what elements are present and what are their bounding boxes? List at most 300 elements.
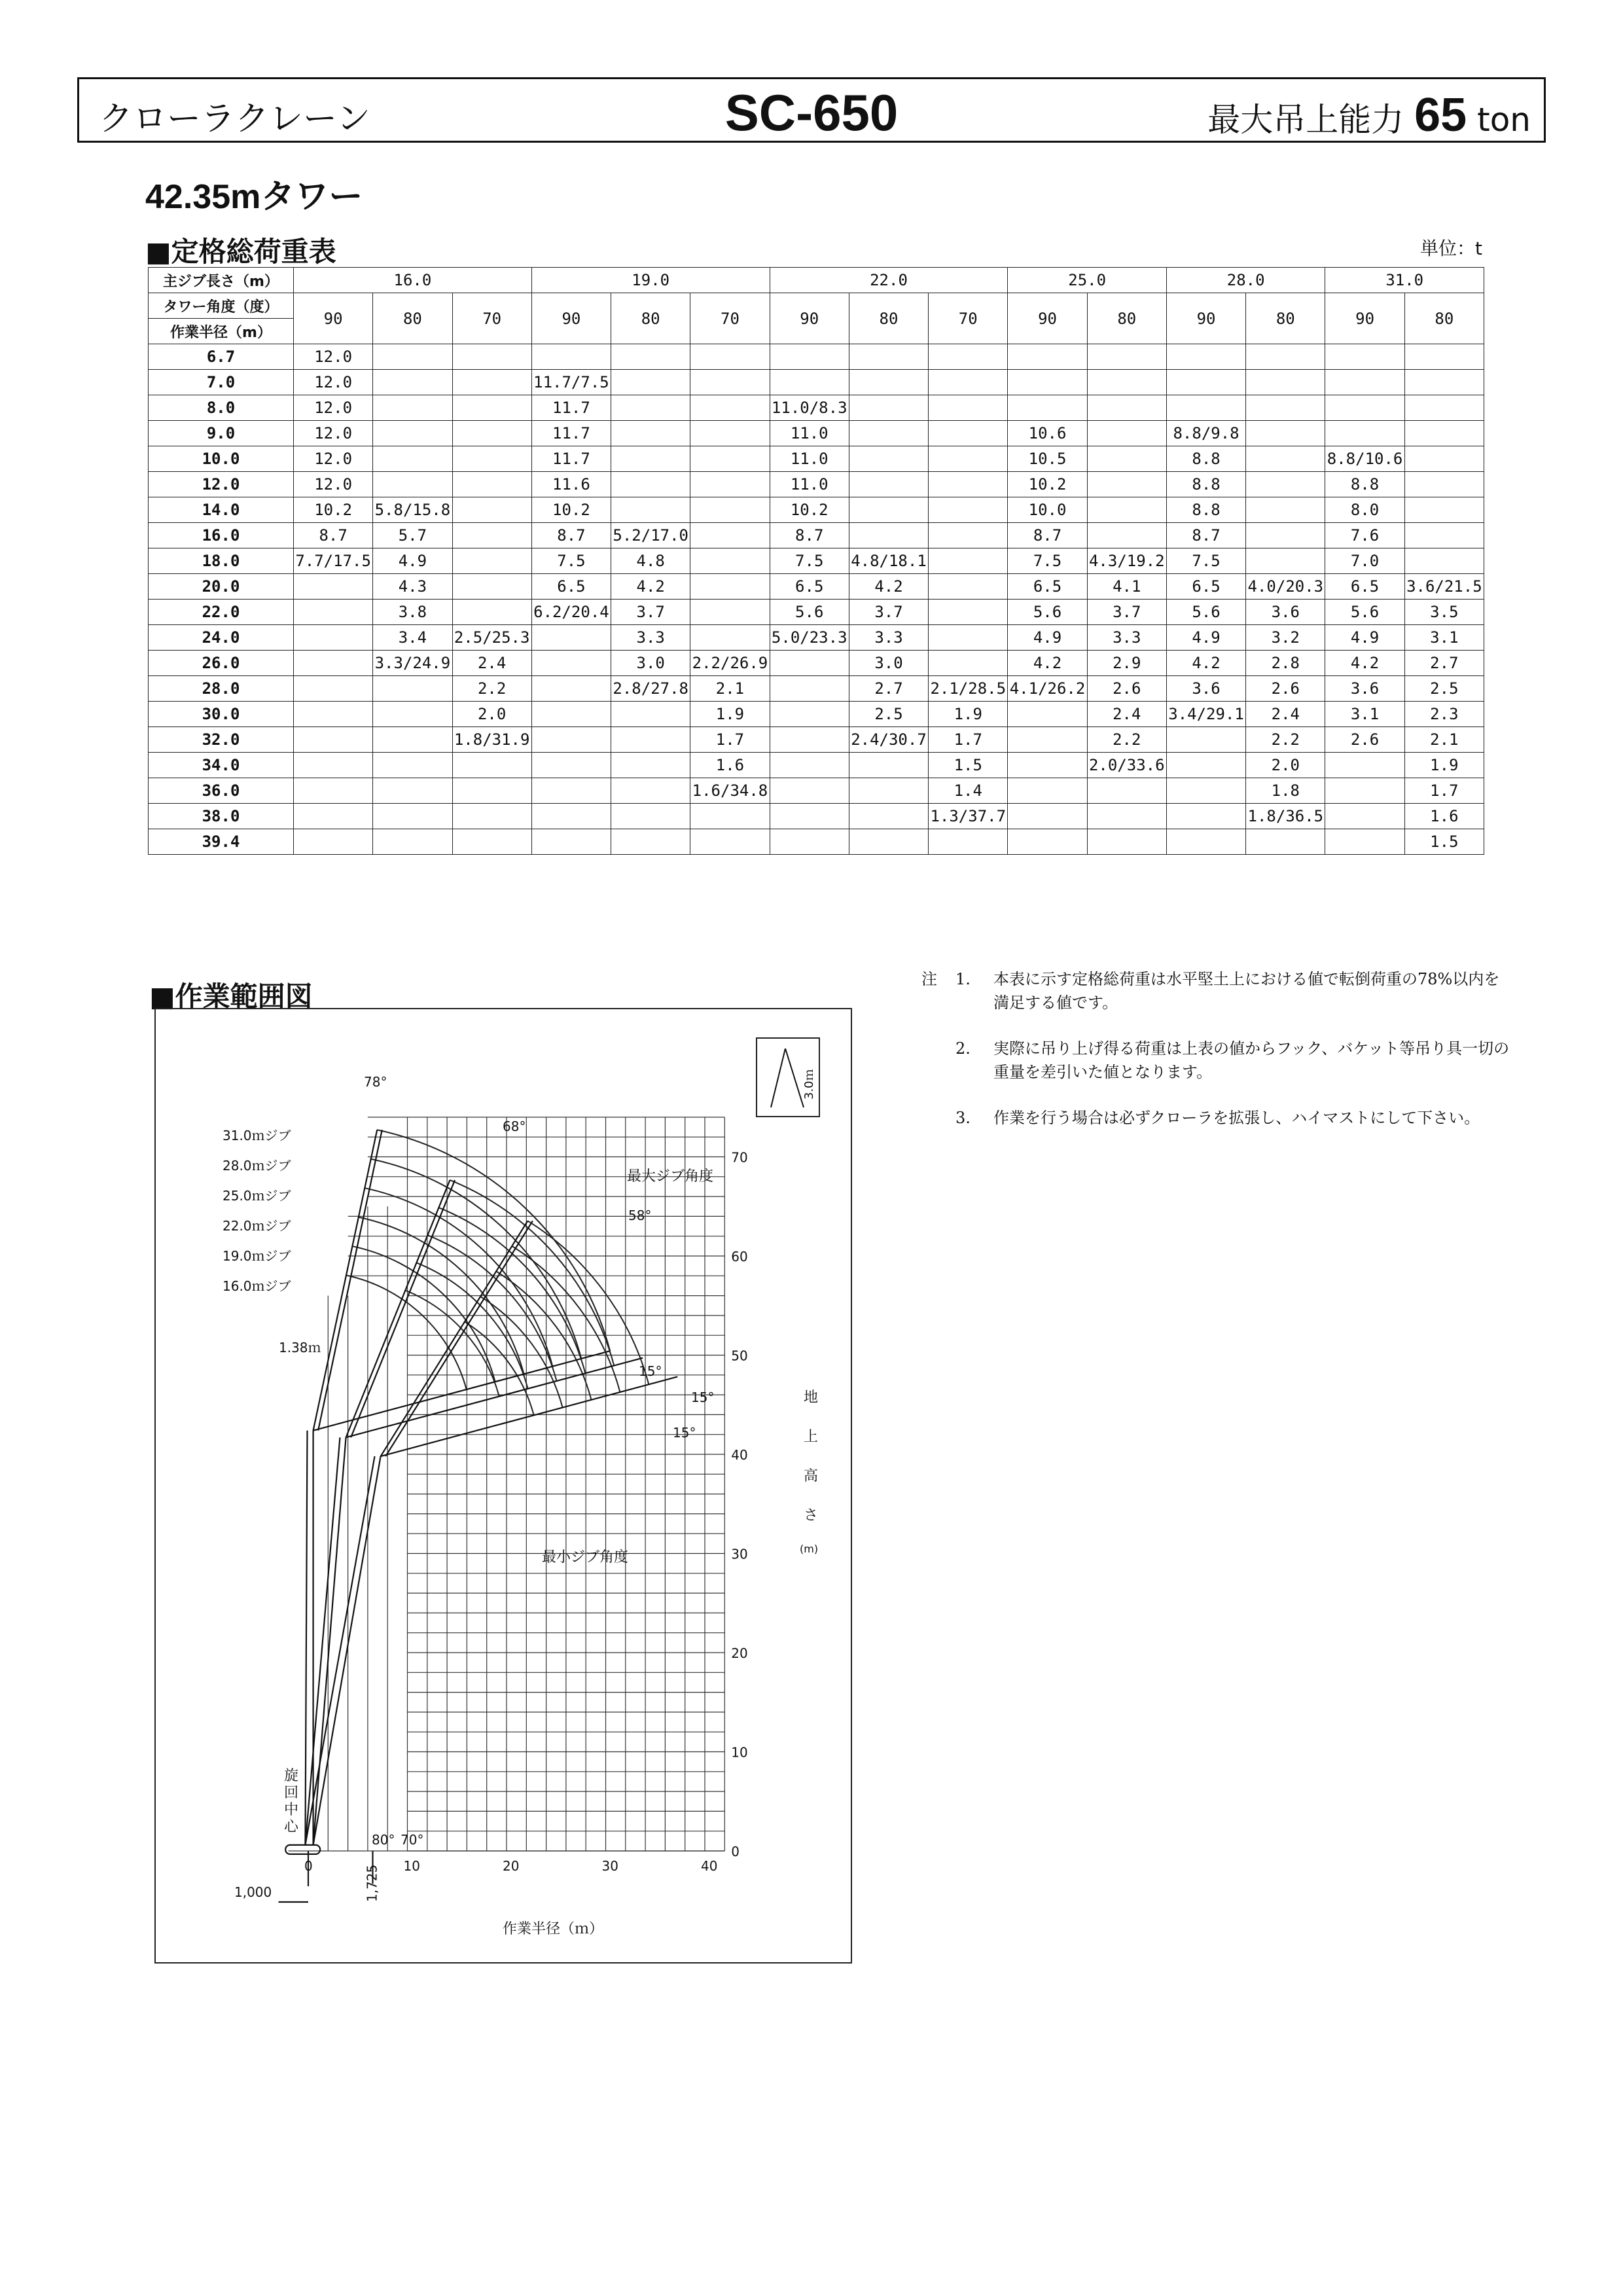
load-cell: [770, 651, 849, 676]
load-cell: 4.9: [1166, 625, 1245, 651]
load-cell: [1325, 753, 1404, 778]
load-cell: 2.3: [1404, 702, 1484, 727]
load-cell: [373, 446, 452, 472]
jib-length-label: 16.0ｍジブ: [223, 1278, 291, 1294]
y-axis-unit: (m): [800, 1543, 819, 1555]
jib-length-header: 28.0: [1166, 268, 1325, 293]
load-cell: [1166, 778, 1245, 804]
load-cell: 1.5: [929, 753, 1008, 778]
load-cell: [1087, 446, 1166, 472]
load-cell: [690, 625, 770, 651]
load-cell: 2.1/28.5: [929, 676, 1008, 702]
load-cell: [373, 421, 452, 446]
radius-cell: 34.0: [149, 753, 294, 778]
angle-label-15: 15°: [639, 1363, 662, 1379]
table-row: [149, 600, 1484, 625]
load-cell: [929, 600, 1008, 625]
load-cell: [294, 574, 373, 600]
angle-label-78: 78°: [364, 1074, 387, 1090]
load-cell: [929, 370, 1008, 395]
load-cell: [373, 727, 452, 753]
load-cell: 4.8/18.1: [849, 548, 928, 574]
load-cell: 5.2/17.0: [611, 523, 690, 548]
load-cell: [929, 446, 1008, 472]
load-cell: 5.6: [1166, 600, 1245, 625]
load-cell: 12.0: [294, 446, 373, 472]
load-cell: 3.0: [849, 651, 928, 676]
angle-label-68: 68°: [503, 1119, 526, 1134]
load-cell: [849, 344, 928, 370]
load-cell: [294, 702, 373, 727]
load-cell: [531, 651, 611, 676]
load-cell: 8.7: [1166, 523, 1245, 548]
tower-angle-label: 80°: [372, 1832, 395, 1848]
load-cell: [1404, 548, 1484, 574]
load-cell: [1325, 370, 1404, 395]
load-cell: 4.2: [611, 574, 690, 600]
load-cell: 7.6: [1325, 523, 1404, 548]
load-cell: 2.0: [452, 702, 531, 727]
load-cell: 10.2: [770, 497, 849, 523]
load-cell: [849, 829, 928, 855]
load-cell: [1246, 472, 1325, 497]
load-cell: [770, 370, 849, 395]
load-cell: [611, 829, 690, 855]
load-cell: 2.4/30.7: [849, 727, 928, 753]
load-cell: [1087, 370, 1166, 395]
load-cell: [770, 727, 849, 753]
load-cell: [690, 472, 770, 497]
load-cell: 2.8/27.8: [611, 676, 690, 702]
load-cell: 7.5: [770, 548, 849, 574]
tower-angle-header: 90: [1325, 293, 1404, 344]
table-row: [149, 727, 1484, 753]
tower-angle-header: 90: [294, 293, 373, 344]
load-cell: [294, 676, 373, 702]
load-cell: 2.7: [1404, 651, 1484, 676]
table-row: [149, 548, 1484, 574]
radius-cell: 28.0: [149, 676, 294, 702]
load-cell: 2.1: [690, 676, 770, 702]
load-cell: [452, 574, 531, 600]
load-cell: [452, 778, 531, 804]
load-cell: [531, 829, 611, 855]
y-axis-title-char: さ: [804, 1507, 819, 1524]
load-cell: 8.0: [1325, 497, 1404, 523]
load-cell: 1.8/31.9: [452, 727, 531, 753]
load-cell: [770, 676, 849, 702]
load-cell: [1008, 829, 1087, 855]
y-tick-label: 10: [731, 1744, 748, 1761]
load-cell: [690, 370, 770, 395]
load-cell: [1246, 829, 1325, 855]
load-cell: 2.5: [1404, 676, 1484, 702]
table-row: [149, 395, 1484, 421]
load-cell: 8.8/10.6: [1325, 446, 1404, 472]
load-cell: [1246, 421, 1325, 446]
load-cell: 4.0/20.3: [1246, 574, 1325, 600]
load-cell: [849, 446, 928, 472]
load-cell: [690, 829, 770, 855]
tower-angle-header: 80: [1087, 293, 1166, 344]
jib-length-header: 31.0: [1325, 268, 1484, 293]
load-cell: 6.5: [770, 574, 849, 600]
load-cell: 12.0: [294, 421, 373, 446]
load-cell: [373, 753, 452, 778]
x-tick-label: 30: [601, 1858, 618, 1874]
load-cell: 2.7: [849, 676, 928, 702]
row-label-radius: 作業半径（m）: [149, 319, 294, 344]
radius-cell: 38.0: [149, 804, 294, 829]
load-cell: [1087, 523, 1166, 548]
load-cell: [1166, 753, 1245, 778]
load-cell: [1246, 446, 1325, 472]
y-tick-label: 20: [731, 1645, 748, 1661]
load-cell: [531, 344, 611, 370]
load-cell: 11.7: [531, 395, 611, 421]
table-row: [149, 497, 1484, 523]
load-cell: [690, 497, 770, 523]
load-cell: [611, 804, 690, 829]
load-cell: 5.7: [373, 523, 452, 548]
tower-angle-header: 80: [611, 293, 690, 344]
jib-length-label: 19.0ｍジブ: [223, 1248, 291, 1264]
load-cell: [452, 421, 531, 446]
table-row: [149, 829, 1484, 855]
load-cell: [373, 804, 452, 829]
load-cell: 3.3/24.9: [373, 651, 452, 676]
note-1-text: 本表に示す定格総荷重は水平堅土上における値で転倒荷重の78%以内を満足する値です。: [993, 970, 1500, 1012]
load-cell: [1008, 778, 1087, 804]
load-cell: 6.5: [531, 574, 611, 600]
load-cell: 2.9: [1087, 651, 1166, 676]
load-cell: 2.4: [1087, 702, 1166, 727]
load-cell: [1166, 370, 1245, 395]
load-cell: [849, 804, 928, 829]
load-cell: [1404, 472, 1484, 497]
load-cell: 2.8: [1246, 651, 1325, 676]
table-row: [149, 676, 1484, 702]
tower-title: 42.35mタワー: [145, 178, 363, 216]
load-cell: [1087, 344, 1166, 370]
max-jib-angle-label: 最大ジブ角度: [627, 1168, 714, 1185]
load-cell: 11.0/8.3: [770, 395, 849, 421]
tower-line: [305, 1437, 340, 1845]
load-cell: [1008, 395, 1087, 421]
tower-line: [305, 1431, 307, 1845]
load-cell: [849, 497, 928, 523]
tower-angle-header: 80: [849, 293, 928, 344]
load-cell: [452, 804, 531, 829]
tower-angle-label: 70°: [401, 1832, 424, 1848]
load-cell: [1087, 829, 1166, 855]
tower-angle-header: 80: [1246, 293, 1325, 344]
dim-label-1725: 1,725: [364, 1864, 380, 1902]
y-tick-label: 0: [731, 1844, 740, 1859]
x-tick-label: 0: [304, 1858, 313, 1874]
load-cell: [452, 523, 531, 548]
load-cell: 5.6: [770, 600, 849, 625]
load-cell: 4.1/26.2: [1008, 676, 1087, 702]
dim-label-138: 1.38ｍ: [279, 1340, 321, 1355]
load-cell: [929, 523, 1008, 548]
load-cell: 1.6/34.8: [690, 778, 770, 804]
load-cell: [373, 395, 452, 421]
load-cell: [452, 344, 531, 370]
table-row: [149, 702, 1484, 727]
load-cell: [770, 778, 849, 804]
load-cell: 8.7: [1008, 523, 1087, 548]
load-cell: 6.5: [1166, 574, 1245, 600]
load-cell: [770, 804, 849, 829]
load-cell: 4.8: [611, 548, 690, 574]
load-cell: [294, 753, 373, 778]
load-cell: 12.0: [294, 344, 373, 370]
load-cell: 7.5: [1166, 548, 1245, 574]
load-cell: 12.0: [294, 370, 373, 395]
load-cell: [1087, 497, 1166, 523]
load-cell: 11.0: [770, 472, 849, 497]
load-cell: [690, 344, 770, 370]
radius-cell: 32.0: [149, 727, 294, 753]
load-cell: [1404, 370, 1484, 395]
load-cell: 3.0: [611, 651, 690, 676]
load-cell: [373, 676, 452, 702]
crawler-icon: [285, 1845, 320, 1854]
load-cell: 4.2: [1166, 651, 1245, 676]
load-cell: 11.6: [531, 472, 611, 497]
load-cell: [611, 446, 690, 472]
load-cell: [373, 472, 452, 497]
y-axis-title-char: 上: [804, 1429, 819, 1445]
jib-range-arc: [346, 1276, 467, 1390]
tower-angle-header: 90: [1008, 293, 1087, 344]
jib-range-arc: [465, 1321, 534, 1415]
load-cell: 11.7: [531, 421, 611, 446]
note-3-text: 作業を行う場合は必ずクローラを拡張し、ハイマストにして下さい。: [993, 1109, 1480, 1127]
load-cell: [611, 497, 690, 523]
y-tick-label: 40: [731, 1447, 748, 1463]
load-cell: [849, 753, 928, 778]
load-cell: 3.4/29.1: [1166, 702, 1245, 727]
note-3-num: 3.: [955, 1109, 971, 1127]
load-cell: [849, 472, 928, 497]
load-cell: 2.2: [1246, 727, 1325, 753]
capacity-label: 最大吊上能力: [1207, 101, 1404, 139]
jib-length-header: 16.0: [294, 268, 532, 293]
load-cell: [690, 548, 770, 574]
load-cell: [611, 702, 690, 727]
load-cell: 2.0: [1246, 753, 1325, 778]
load-cell: [849, 421, 928, 446]
load-cell: [849, 523, 928, 548]
table-row: [149, 370, 1484, 395]
load-cell: [452, 370, 531, 395]
load-cell: [611, 421, 690, 446]
tower-angle-header: 80: [1404, 293, 1484, 344]
jib-range-arc: [377, 1130, 610, 1351]
load-cell: 10.0: [1008, 497, 1087, 523]
table-row: [149, 778, 1484, 804]
load-cell: [452, 446, 531, 472]
angle-label-15: 15°: [691, 1390, 715, 1405]
load-cell: 3.8: [373, 600, 452, 625]
angle-label-15: 15°: [673, 1425, 696, 1441]
working-range-diagram: [156, 1009, 851, 1962]
load-cell: [452, 753, 531, 778]
load-cell: [929, 497, 1008, 523]
load-cell: [1325, 395, 1404, 421]
diagram-labels: [223, 1038, 819, 1937]
load-cell: [690, 446, 770, 472]
load-cell: 1.3/37.7: [929, 804, 1008, 829]
load-cell: 6.2/20.4: [531, 600, 611, 625]
tower-angle-header: 90: [1166, 293, 1245, 344]
load-cell: [294, 600, 373, 625]
load-cell: 2.2/26.9: [690, 651, 770, 676]
load-cell: 1.4: [929, 778, 1008, 804]
load-cell: [611, 395, 690, 421]
y-tick-label: 70: [731, 1149, 748, 1166]
capacity-unit: ton: [1477, 101, 1531, 139]
load-cell: 4.3: [373, 574, 452, 600]
radius-cell: 22.0: [149, 600, 294, 625]
load-cell: 11.7/7.5: [531, 370, 611, 395]
note-2-text: 実際に吊り上げ得る荷重は上表の値からフック、バケット等吊り具一切の重量を差引いた値となります。: [993, 1039, 1510, 1081]
load-cell: [452, 472, 531, 497]
load-cell: [373, 778, 452, 804]
load-cell: 2.1: [1404, 727, 1484, 753]
load-cell: 4.2: [1325, 651, 1404, 676]
x-tick-label: 10: [403, 1858, 420, 1874]
jib-length-header: 19.0: [531, 268, 770, 293]
load-cell: [849, 370, 928, 395]
load-cell: 3.7: [1087, 600, 1166, 625]
load-cell: [1166, 727, 1245, 753]
diagram-title: ■作業範囲図: [149, 980, 313, 1013]
load-cell: [611, 344, 690, 370]
y-axis-title-char: 高: [804, 1468, 819, 1484]
load-cell: [531, 676, 611, 702]
load-cell: [1404, 421, 1484, 446]
load-cell: [531, 727, 611, 753]
load-cell: 4.9: [1325, 625, 1404, 651]
load-cell: 2.6: [1246, 676, 1325, 702]
crane-legend-icon: [785, 1049, 804, 1107]
note-3: [921, 1106, 1510, 1130]
load-cell: [1166, 395, 1245, 421]
load-cell: 3.3: [849, 625, 928, 651]
load-cell: [690, 395, 770, 421]
dim-label-30: 3.0ｍ: [802, 1069, 816, 1100]
load-cell: 5.6: [1008, 600, 1087, 625]
radius-cell: 9.0: [149, 421, 294, 446]
load-cell: 4.9: [373, 548, 452, 574]
angle-label-58: 58°: [628, 1208, 652, 1223]
load-cell: 2.5: [849, 702, 928, 727]
crane-legend-icon: [771, 1049, 785, 1107]
rotation-center-label: 旋: [284, 1768, 299, 1784]
load-cell: [1246, 370, 1325, 395]
load-cell: 6.5: [1325, 574, 1404, 600]
load-cell: [690, 523, 770, 548]
load-cell: 4.1: [1087, 574, 1166, 600]
load-cell: 1.5: [1404, 829, 1484, 855]
load-cell: 8.7: [294, 523, 373, 548]
load-cell: [770, 753, 849, 778]
tower-line: [313, 1456, 381, 1845]
note-2: [921, 1037, 1510, 1084]
load-cell: 1.7: [690, 727, 770, 753]
load-cell: 1.7: [929, 727, 1008, 753]
load-cell: [849, 395, 928, 421]
load-cell: [1008, 753, 1087, 778]
row-label-angle: タワー角度（度）: [149, 293, 294, 319]
load-cell: [1166, 829, 1245, 855]
header-box: [77, 77, 1546, 143]
radius-cell: 7.0: [149, 370, 294, 395]
jib-length-label: 28.0ｍジブ: [223, 1158, 291, 1174]
load-cell: [611, 472, 690, 497]
load-cell: [1325, 829, 1404, 855]
load-cell: 2.5/25.3: [452, 625, 531, 651]
load-cell: 11.0: [770, 421, 849, 446]
min-jib-angle-label: 最小ジブ角度: [542, 1549, 629, 1566]
load-cell: [929, 344, 1008, 370]
load-cell: 1.6: [1404, 804, 1484, 829]
load-cell: 1.9: [690, 702, 770, 727]
tower-angle-header: 70: [690, 293, 770, 344]
load-cell: 8.7: [770, 523, 849, 548]
load-cell: 4.9: [1008, 625, 1087, 651]
table-row: [149, 804, 1484, 829]
load-cell: [373, 702, 452, 727]
load-cell: [611, 753, 690, 778]
load-cell: [1166, 344, 1245, 370]
load-cell: [849, 778, 928, 804]
load-cell: 2.2: [452, 676, 531, 702]
table-row: [149, 472, 1484, 497]
load-table: [148, 267, 1484, 855]
note-1: [921, 967, 1510, 1014]
load-cell: [531, 804, 611, 829]
load-cell: [1087, 395, 1166, 421]
load-cell: 11.0: [770, 446, 849, 472]
load-cell: [294, 829, 373, 855]
load-cell: [1087, 778, 1166, 804]
load-cell: 7.5: [1008, 548, 1087, 574]
load-cell: 8.8: [1166, 497, 1245, 523]
y-axis-title-char: 地: [804, 1390, 819, 1406]
table-row: [149, 446, 1484, 472]
load-cell: 12.0: [294, 472, 373, 497]
jib-length-label: 31.0ｍジブ: [223, 1128, 291, 1143]
load-cell: 1.8/36.5: [1246, 804, 1325, 829]
load-cell: [1008, 344, 1087, 370]
tower-angle-header: 90: [770, 293, 849, 344]
load-cell: [1246, 395, 1325, 421]
radius-cell: 36.0: [149, 778, 294, 804]
load-cell: 7.0: [1325, 548, 1404, 574]
load-cell: [452, 395, 531, 421]
load-cell: [531, 753, 611, 778]
load-cell: [690, 421, 770, 446]
load-cell: [1246, 523, 1325, 548]
load-cell: [929, 574, 1008, 600]
load-cell: 3.3: [1087, 625, 1166, 651]
load-cell: 8.7: [531, 523, 611, 548]
note-1-num: 1.: [955, 970, 971, 988]
